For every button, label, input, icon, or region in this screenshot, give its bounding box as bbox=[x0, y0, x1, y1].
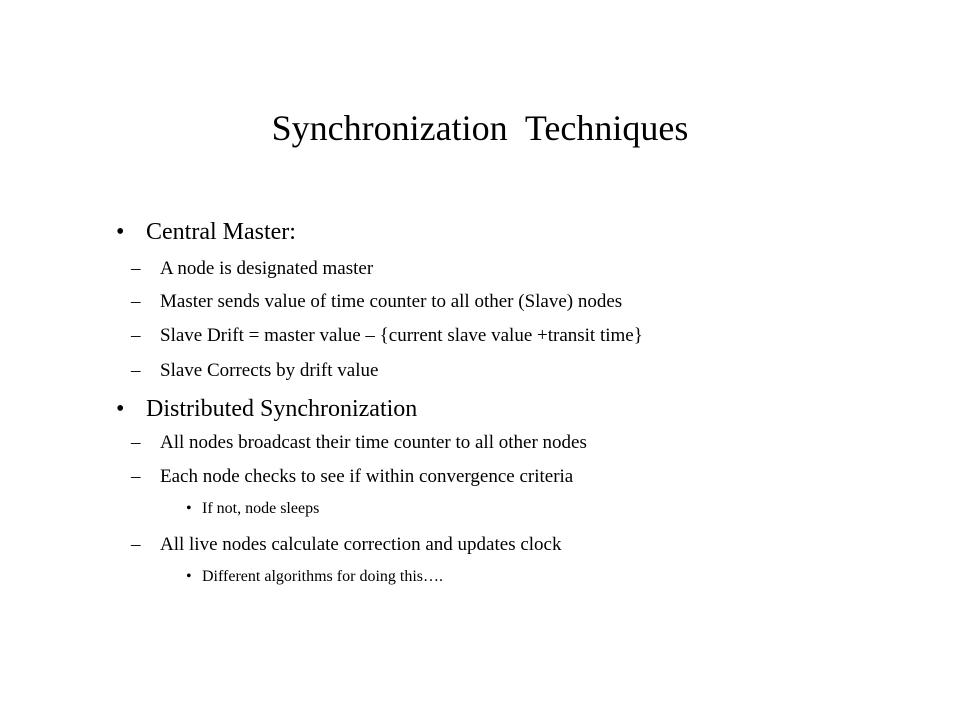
dash-marker: – bbox=[131, 432, 141, 453]
bullet-marker: • bbox=[116, 396, 125, 422]
sub-item-text: A node is designated master bbox=[160, 258, 374, 279]
bullet-text-distributed-synchronization: Distributed Synchronization bbox=[146, 396, 418, 422]
sub-item-text: Master sends value of time counter to all other (Slave) nodes bbox=[160, 291, 623, 312]
dash-marker: – bbox=[131, 291, 141, 312]
sub-item-text: Slave Corrects by drift value bbox=[160, 360, 379, 381]
dash-marker: – bbox=[131, 466, 141, 487]
bullet-text-central-master: Central Master: bbox=[146, 219, 296, 245]
sub-sub-item-text: If not, node sleeps bbox=[202, 500, 320, 517]
dash-marker: – bbox=[131, 325, 141, 346]
slide-title: Synchronization Techniques bbox=[271, 108, 689, 148]
sub-item-text: All nodes broadcast their time counter to all other nodes bbox=[160, 432, 587, 453]
sub-item-text: Slave Drift = master value – {current slave value +transit time} bbox=[160, 325, 643, 346]
dash-marker: – bbox=[131, 258, 141, 279]
sub-sub-item-text: Different algorithms for doing this…. bbox=[202, 568, 443, 585]
small-bullet-marker: • bbox=[186, 500, 192, 517]
dash-marker: – bbox=[131, 360, 141, 381]
small-bullet-marker: • bbox=[186, 568, 192, 585]
bullet-marker: • bbox=[116, 219, 125, 245]
sub-item-text: All live nodes calculate correction and updates clock bbox=[160, 534, 562, 555]
sub-item-text: Each node checks to see if within convergence criteria bbox=[160, 466, 574, 487]
dash-marker: – bbox=[131, 534, 141, 555]
